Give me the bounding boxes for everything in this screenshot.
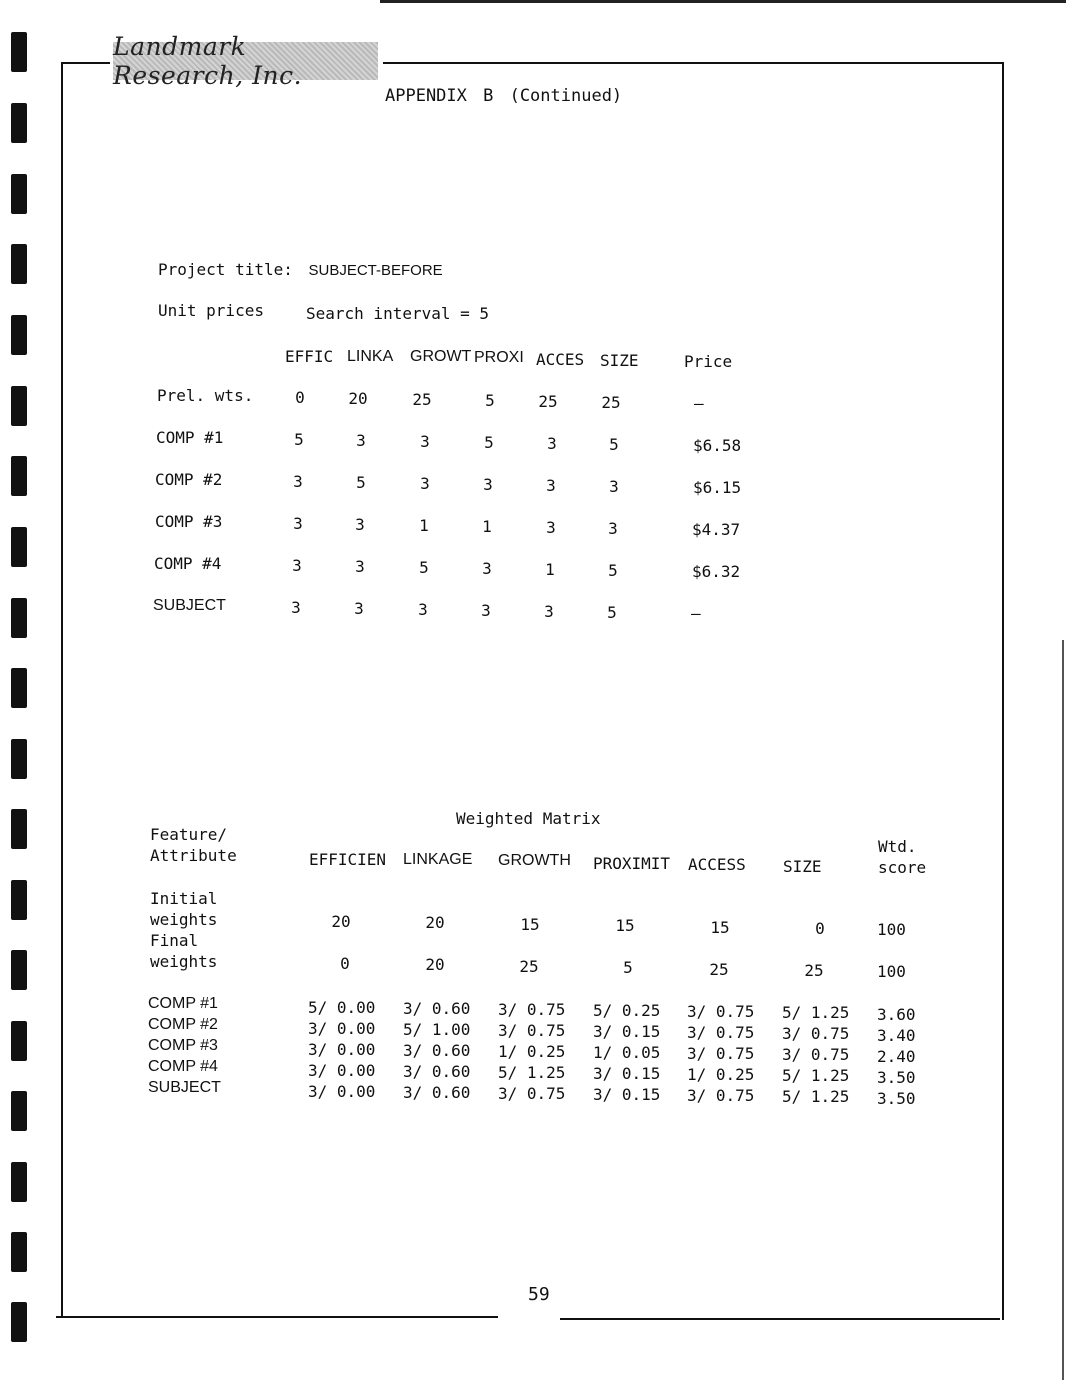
binder-hole <box>11 1091 27 1131</box>
unit-price: – <box>691 604 701 623</box>
initial-weight: 20 <box>331 912 351 931</box>
project-title-value: SUBJECT-BEFORE <box>308 262 443 279</box>
unit-row-label: Prel. wts. <box>157 386 254 405</box>
unit-price: $6.15 <box>693 478 742 497</box>
initial-total: 100 <box>877 920 906 939</box>
search-interval: Search interval = 5 <box>306 304 490 323</box>
weighted-matrix-title: Weighted Matrix <box>456 809 601 828</box>
frame-right <box>1002 62 1004 1320</box>
unit-row-label: SUBJECT <box>153 597 226 614</box>
matrix-row-label: COMP #2 <box>148 1016 218 1033</box>
unit-cell: 0 <box>295 388 305 407</box>
matrix-cell: 5/ 1.25 <box>782 1087 850 1106</box>
unit-cell: 5 <box>607 603 617 622</box>
initial-weight: 15 <box>520 915 540 934</box>
final-weights-label: weights <box>150 952 218 971</box>
appendix-title: APPENDIX B (Continued) <box>385 86 623 106</box>
unit-cell: 3 <box>609 477 619 496</box>
unit-cell: 5 <box>419 558 429 577</box>
unit-cell: 3 <box>544 602 554 621</box>
initial-weights-label: weights <box>150 910 218 929</box>
matrix-cell: 5/ 1.25 <box>782 1066 850 1085</box>
binder-hole <box>11 739 27 779</box>
matrix-row-label: COMP #3 <box>148 1037 218 1054</box>
unit-cell: 5 <box>609 435 619 454</box>
matrix-cell: 3/ 0.60 <box>403 999 471 1018</box>
unit-header-price: Price <box>684 352 733 371</box>
unit-cell: 3 <box>546 476 556 495</box>
final-weight: 0 <box>340 954 350 973</box>
unit-cell: 3 <box>482 559 492 578</box>
matrix-cell: 3/ 0.15 <box>593 1022 661 1041</box>
binder-hole <box>11 809 27 849</box>
page-right-edge <box>1062 640 1064 1380</box>
project-title-line <box>158 260 443 279</box>
matrix-header-growth: GROWTH <box>498 852 571 869</box>
matrix-header-proximit: PROXIMIT <box>593 854 671 873</box>
binder-hole <box>11 32 27 72</box>
binder-hole <box>11 1302 27 1342</box>
page-top-edge <box>380 0 1066 3</box>
initial-label: Initial <box>150 889 218 908</box>
matrix-cell: 3/ 0.75 <box>782 1045 850 1064</box>
matrix-header-access: ACCESS <box>688 855 746 874</box>
unit-header-growt: GROWT <box>410 348 472 365</box>
unit-cell: 3 <box>293 472 303 491</box>
attribute-label: Attribute <box>150 846 237 865</box>
unit-cell: 3 <box>291 598 301 617</box>
binder-hole <box>11 950 27 990</box>
unit-cell: 3 <box>483 475 493 494</box>
matrix-cell: 3/ 0.75 <box>498 1021 566 1040</box>
frame-bottom-left <box>56 1316 498 1318</box>
unit-price: – <box>694 394 704 413</box>
matrix-cell: 3/ 0.15 <box>593 1064 661 1083</box>
matrix-cell: 3/ 0.15 <box>593 1085 661 1104</box>
final-weight: 20 <box>425 955 445 974</box>
final-weight: 25 <box>804 961 824 980</box>
matrix-cell: 3/ 0.60 <box>403 1083 471 1102</box>
initial-weight: 15 <box>615 916 635 935</box>
wtd-score: 2.40 <box>877 1047 916 1066</box>
unit-price: $6.32 <box>692 562 741 581</box>
unit-price: $6.58 <box>693 436 742 455</box>
unit-cell: 25 <box>412 390 432 409</box>
matrix-header-efficien: EFFICIEN <box>309 850 387 869</box>
unit-cell: 5 <box>608 561 618 580</box>
final-weight: 5 <box>623 958 633 977</box>
final-weight: 25 <box>709 960 729 979</box>
unit-cell: 25 <box>538 392 558 411</box>
matrix-cell: 3/ 0.75 <box>687 1023 755 1042</box>
frame-bottom-right <box>560 1318 1000 1320</box>
matrix-cell: 3/ 0.75 <box>687 1002 755 1021</box>
matrix-cell: 5/ 0.00 <box>308 998 376 1017</box>
company-logo <box>113 32 378 90</box>
wtd-label: Wtd. <box>878 837 917 856</box>
unit-cell: 3 <box>355 515 365 534</box>
unit-cell: 3 <box>608 519 618 538</box>
matrix-cell: 5/ 1.25 <box>498 1063 566 1082</box>
page-number: 59 <box>528 1284 550 1305</box>
unit-cell: 3 <box>546 518 556 537</box>
matrix-cell: 5/ 0.25 <box>593 1001 661 1020</box>
wtd-score: 3.50 <box>877 1089 916 1108</box>
binder-hole <box>11 315 27 355</box>
matrix-header-linkage: LINKAGE <box>403 851 473 868</box>
unit-header-size: SIZE <box>600 351 639 370</box>
unit-cell: 3 <box>418 600 428 619</box>
binder-hole <box>11 386 27 426</box>
unit-cell: 1 <box>545 560 555 579</box>
unit-row-label: COMP #2 <box>155 470 223 489</box>
wtd-score: 3.50 <box>877 1068 916 1087</box>
binder-hole <box>11 1232 27 1272</box>
wtd-score: 3.60 <box>877 1005 916 1024</box>
matrix-cell: 3/ 0.75 <box>687 1086 755 1105</box>
frame-left <box>61 62 63 1318</box>
initial-weight: 20 <box>425 913 445 932</box>
unit-cell: 5 <box>356 473 366 492</box>
matrix-cell: 3/ 0.00 <box>308 1082 376 1101</box>
unit-cell: 3 <box>292 556 302 575</box>
matrix-row-label: COMP #1 <box>148 995 218 1012</box>
matrix-cell: 3/ 0.75 <box>498 1000 566 1019</box>
unit-cell: 5 <box>294 430 304 449</box>
final-weight: 25 <box>519 957 539 976</box>
final-label: Final <box>150 931 199 950</box>
matrix-row-label: COMP #4 <box>148 1058 218 1075</box>
matrix-cell: 3/ 0.00 <box>308 1040 376 1059</box>
matrix-cell: 5/ 1.25 <box>782 1003 850 1022</box>
initial-weight: 15 <box>710 918 730 937</box>
matrix-cell: 3/ 0.00 <box>308 1061 376 1080</box>
final-total: 100 <box>877 962 906 981</box>
unit-header-effic: EFFIC <box>285 347 334 366</box>
binder-hole <box>11 527 27 567</box>
unit-row-label: COMP #4 <box>154 554 222 573</box>
unit-cell: 3 <box>420 474 430 493</box>
unit-cell: 25 <box>601 393 621 412</box>
matrix-row-label: SUBJECT <box>148 1079 221 1096</box>
unit-header-linka: LINKA <box>347 348 394 365</box>
binder-hole <box>11 103 27 143</box>
logo-text: Landmark Research, Inc. <box>113 32 303 90</box>
matrix-cell: 3/ 0.60 <box>403 1041 471 1060</box>
unit-row-label: COMP #1 <box>156 428 224 447</box>
binder-hole <box>11 456 27 496</box>
binder-hole <box>11 244 27 284</box>
unit-cell: 3 <box>547 434 557 453</box>
unit-cell: 1 <box>419 516 429 535</box>
unit-cell: 1 <box>482 517 492 536</box>
binder-hole <box>11 1162 27 1202</box>
matrix-cell: 5/ 1.00 <box>403 1020 471 1039</box>
unit-header-proxi: PROXI <box>474 349 524 366</box>
unit-prices-label: Unit prices <box>158 301 264 320</box>
unit-header-acces: ACCES <box>536 350 585 369</box>
score-label: score <box>878 858 927 877</box>
wtd-score: 3.40 <box>877 1026 916 1045</box>
unit-cell: 3 <box>293 514 303 533</box>
matrix-cell: 3/ 0.75 <box>498 1084 566 1103</box>
unit-cell: 3 <box>420 432 430 451</box>
binder-hole <box>11 1021 27 1061</box>
matrix-cell: 1/ 0.25 <box>687 1065 755 1084</box>
binder-hole <box>11 880 27 920</box>
frame-top-left <box>62 62 110 64</box>
matrix-cell: 3/ 0.75 <box>782 1024 850 1043</box>
unit-cell: 5 <box>485 391 495 410</box>
matrix-cell: 1/ 0.25 <box>498 1042 566 1061</box>
unit-row-label: COMP #3 <box>155 512 223 531</box>
binder-hole <box>11 174 27 214</box>
initial-weight: 0 <box>815 919 825 938</box>
matrix-header-size: SIZE <box>783 857 822 876</box>
frame-top-right <box>383 62 1004 64</box>
unit-cell: 3 <box>356 431 366 450</box>
unit-cell: 20 <box>348 389 368 408</box>
binder-hole <box>11 668 27 708</box>
project-title-label: Project title: <box>158 260 293 279</box>
matrix-cell: 1/ 0.05 <box>593 1043 661 1062</box>
binder-hole <box>11 598 27 638</box>
unit-price: $4.37 <box>692 520 741 539</box>
matrix-cell: 3/ 0.75 <box>687 1044 755 1063</box>
unit-cell: 5 <box>484 433 494 452</box>
unit-cell: 3 <box>481 601 491 620</box>
feature-label: Feature/ <box>150 825 228 844</box>
matrix-cell: 3/ 0.00 <box>308 1019 376 1038</box>
matrix-cell: 3/ 0.60 <box>403 1062 471 1081</box>
unit-cell: 3 <box>355 557 365 576</box>
unit-cell: 3 <box>354 599 364 618</box>
